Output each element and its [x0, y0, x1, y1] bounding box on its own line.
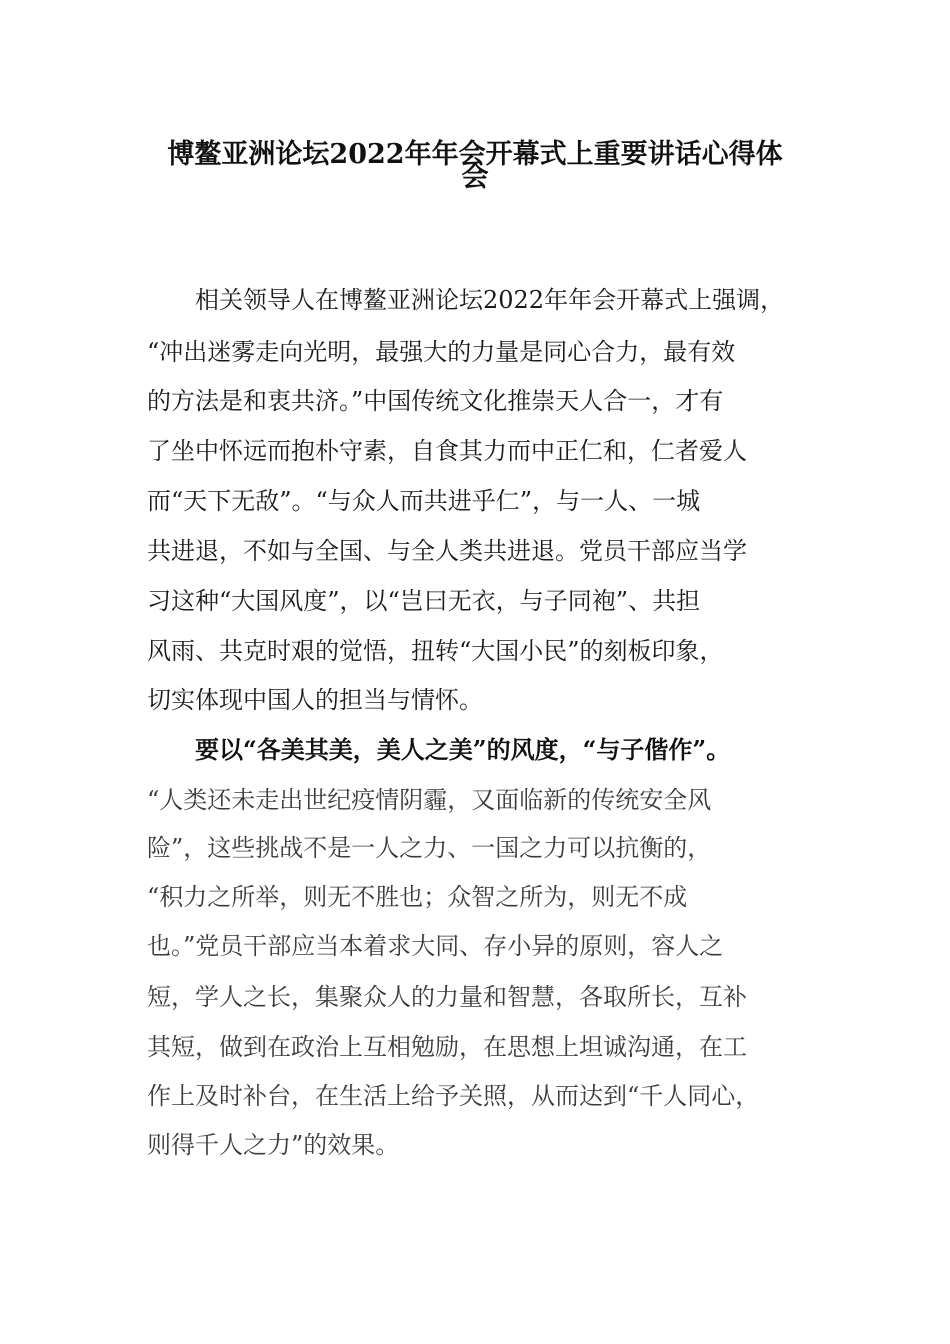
paragraph-line: 风雨、共克时艰的觉悟，扭转“大国小民”的刻板印象，: [147, 637, 724, 665]
paragraph-line: 则得千人之力”的效果。: [147, 1131, 400, 1159]
paragraph-line: 作上及时补台，在生活上给予关照，从而达到“千人同心，: [147, 1082, 760, 1110]
paragraph-line: 相关领导人在博鳌亚洲论坛2022年年会开幕式上强调，: [195, 286, 785, 314]
paragraph-line: 也。”党员干部应当本着求大同、存小异的原则，容人之: [147, 932, 724, 960]
paragraph-line: 切实体现中国人的担当与情怀。: [147, 686, 483, 714]
document-title-line-2: 会: [461, 162, 489, 193]
paragraph-line: 其短，做到在政治上互相勉励，在思想上坦诚沟通，在工: [147, 1033, 747, 1061]
paragraph-line: 短，学人之长，集聚众人的力量和智慧，各取所长，互补: [147, 983, 747, 1011]
paragraph-line: “积力之所举，则无不胜也；众智之所为，则无不成: [147, 883, 688, 911]
paragraph-line: 的方法是和衷共济。”中国传统文化推崇天人合一，才有: [147, 387, 724, 415]
paragraph-line: 而“天下无敌”。“与众人而共进乎仁”，与一人、一城: [147, 487, 701, 515]
paragraph-heading: 要以“各美其美，美人之美”的风度，“与子偕作”。: [195, 735, 731, 764]
paragraph-line: 险”，这些挑战不是一人之力、一国之力可以抗衡的，: [147, 834, 712, 862]
paragraph-line: 习这种“大国风度”，以“岂曰无衣，与子同袍”、共担: [147, 587, 701, 615]
document-title-line-1: 博鳌亚洲论坛2022年年会开幕式上重要讲话心得体: [167, 139, 783, 170]
paragraph-line: 了坐中怀远而抱朴守素，自食其力而中正仁和，仁者爱人: [147, 437, 747, 465]
paragraph-line: 共进退，不如与全国、与全人类共进退。党员干部应当学: [147, 537, 747, 565]
paragraph-line: “冲出迷雾走向光明，最强大的力量是同心合力，最有效: [147, 338, 736, 366]
paragraph-line: “人类还未走出世纪疫情阴霾，又面临新的传统安全风: [147, 786, 712, 814]
